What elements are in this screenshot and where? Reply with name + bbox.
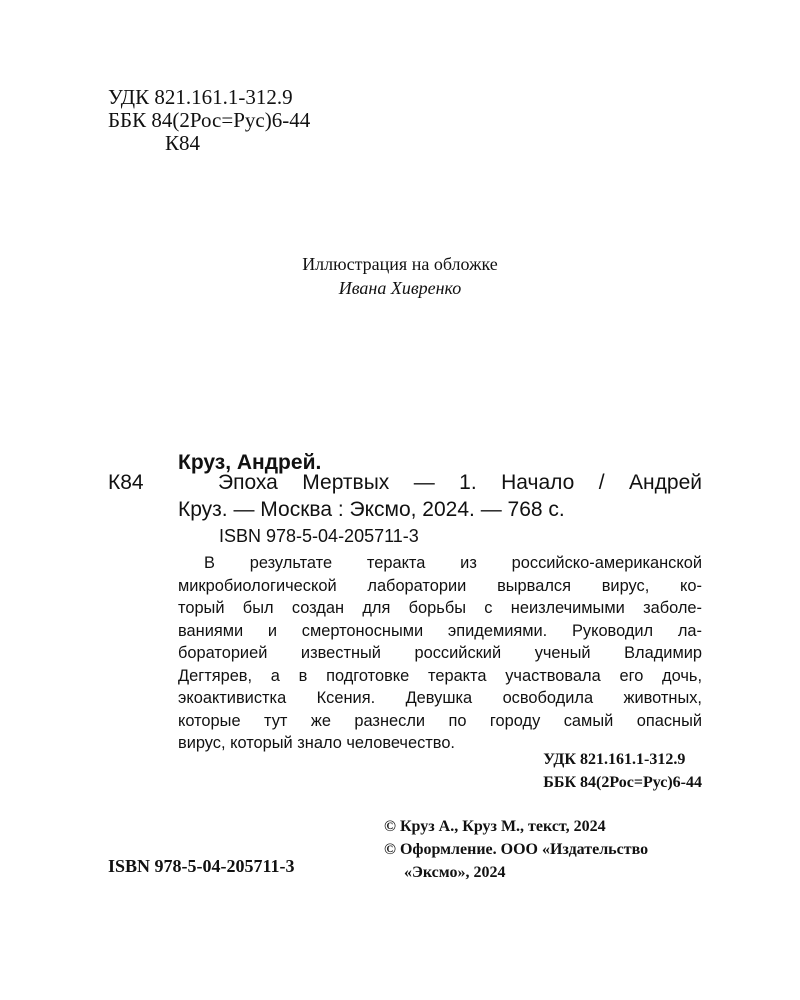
annotation-line: бораторией известный российский ученый Владимир xyxy=(178,644,702,662)
illustration-credit xyxy=(0,252,800,300)
annotation-line: которые тут же разнесли по городу самый опасный xyxy=(178,711,702,730)
illustration-artist: Ивана Хивренко xyxy=(338,278,462,298)
header-author-mark: К84 xyxy=(165,131,201,155)
bibliographic-record xyxy=(178,469,702,523)
bibliographic-isbn: ISBN 978-5-04-205711-3 xyxy=(219,526,419,546)
copyright-design: © Оформление. ООО «Издательство xyxy=(384,841,649,858)
annotation-paragraph xyxy=(178,552,702,755)
annotation-line: ваниями и смертоносными эпидемиями. Руководил ла- xyxy=(178,621,702,640)
classification-udk: УДК 821.161.1-312.9 xyxy=(543,751,686,768)
annotation-line: Дегтярев, а в подготовке теракта участвовала его дочь, xyxy=(178,666,702,685)
header-classification xyxy=(108,86,310,155)
bibliographic-author-mark: К84 xyxy=(108,471,144,494)
bibliographic-author: Круз, Андрей. xyxy=(178,451,322,474)
annotation-line: экоактивистка Ксения. Девушка освободила животных, xyxy=(178,689,702,707)
annotation-line: вирус, который знало человечество. xyxy=(178,734,455,752)
header-bbk: ББК 84(2Рос=Рус)6-44 xyxy=(108,108,311,132)
annotation-line: В результате теракта из российско-американской xyxy=(204,554,702,572)
classification-bbk: ББК 84(2Рос=Рус)6-44 xyxy=(543,774,702,791)
annotation-line: микробиологической лаборатории вырвался вирус, ко- xyxy=(178,576,702,595)
copyright-design-cont: «Эксмо», 2024 xyxy=(404,864,506,881)
bibliographic-title-line: Эпоха Мертвых — 1. Начало / Андрей xyxy=(218,471,702,494)
classification-block xyxy=(543,748,702,794)
annotation-line: торый был создан для борьбы с неизлечимыми заболе- xyxy=(178,599,702,617)
copyright-block xyxy=(384,815,648,884)
footer-isbn: ISBN 978-5-04-205711-3 xyxy=(108,856,295,876)
bibliographic-imprint-line: Круз. — Москва : Эксмо, 2024. — 768 с. xyxy=(178,498,565,521)
illustration-caption: Иллюстрация на обложке xyxy=(302,254,498,274)
copyright-text: © Круз А., Круз М., текст, 2024 xyxy=(384,818,606,835)
header-udk: УДК 821.161.1-312.9 xyxy=(108,85,293,109)
